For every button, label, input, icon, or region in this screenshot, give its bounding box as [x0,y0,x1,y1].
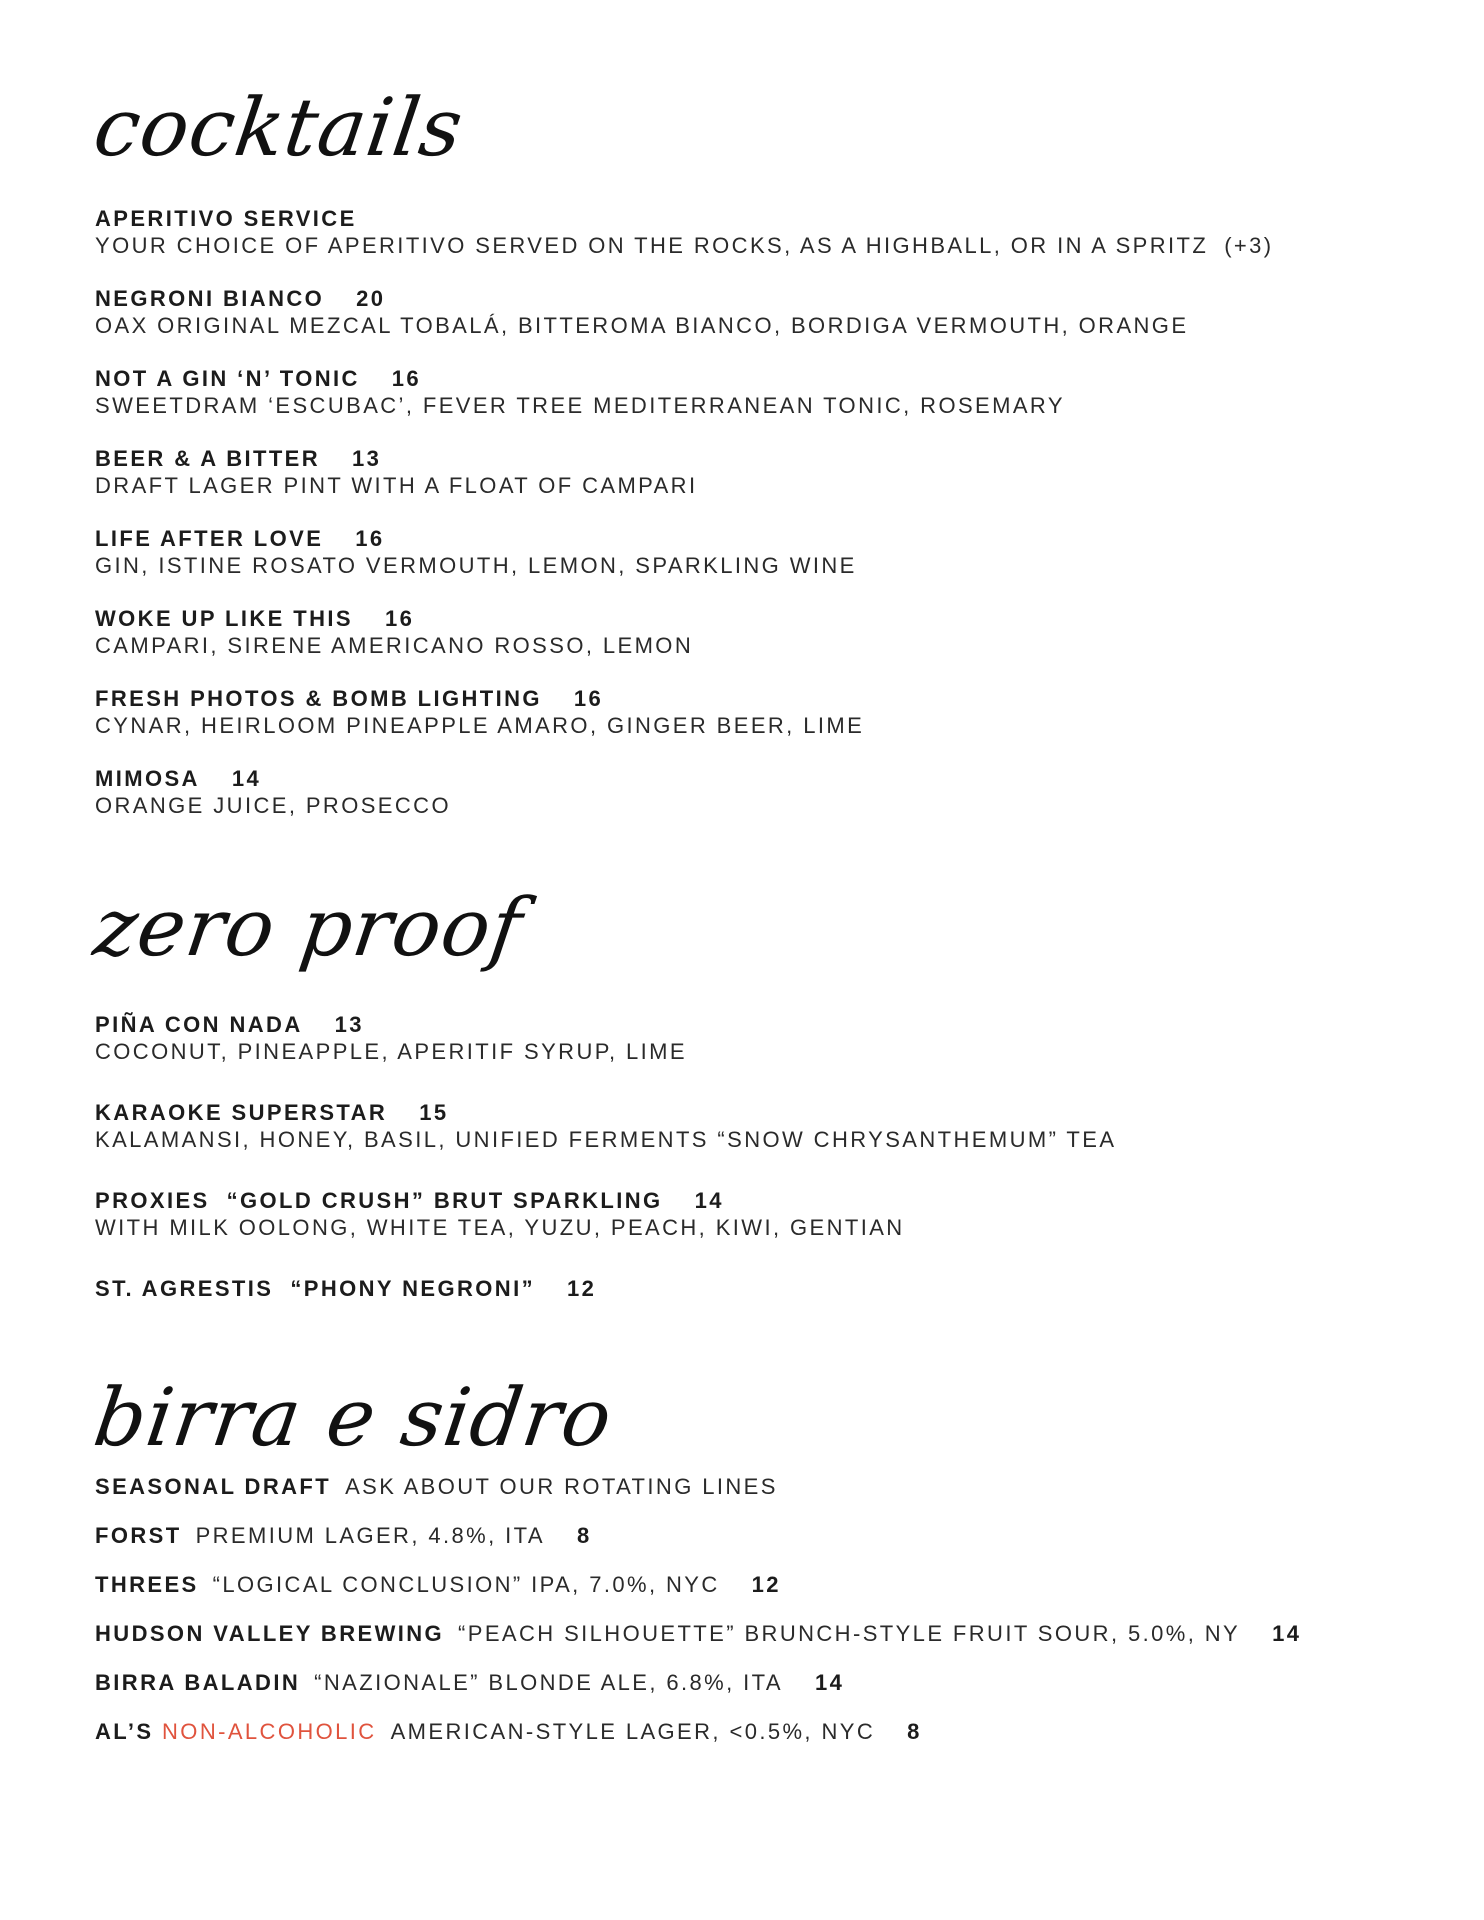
item-description: ORANGE JUICE, PROSECCO [95,793,451,818]
item-price: 16 [355,526,385,551]
cocktail-item-mimosa [95,766,451,819]
cocktail-item-life-after-love [95,526,857,579]
item-name: APERITIVO SERVICE [95,206,357,231]
item-name: SEASONAL DRAFT [95,1474,332,1499]
item-name: WOKE UP LIKE THIS 16 [95,606,415,631]
item-name: LIFE AFTER LOVE 16 [95,526,385,551]
item-name: FORST [95,1523,182,1548]
item-price: 16 [391,366,422,391]
item-description: COCONUT, PINEAPPLE, APERITIF SYRUP, LIME [95,1039,687,1064]
item-price: 16 [573,686,604,711]
item-price: 16 [384,606,415,631]
item-name: THREES [95,1572,199,1597]
item-name: FRESH PHOTOS & BOMB LIGHTING 16 [95,686,604,711]
item-addon-price: (+3) [1224,233,1274,258]
item-description: WITH MILK OOLONG, WHITE TEA, YUZU, PEACH, KIWI, GENTIAN [95,1215,905,1240]
cocktail-item-aperitivo-service [95,206,1274,259]
zero-proof-heading: zero proof [88,881,529,974]
item-name: BEER & A BITTER 13 [95,446,382,471]
beer-item-hudson-valley-brewing [95,1621,1301,1647]
item-description: PREMIUM LAGER, 4.8%, ITA [195,1523,545,1548]
item-name: AL’S [95,1719,154,1744]
item-description: CAMPARI, SIRENE AMERICANO ROSSO, LEMON [95,633,694,658]
cocktail-item-negroni-bianco [95,286,1188,339]
item-description: “LOGICAL CONCLUSION” IPA, 7.0%, NYC [212,1572,720,1597]
cocktail-item-beer-and-a-bitter [95,446,697,499]
item-price: 12 [751,1572,781,1597]
item-description: SWEETDRAM ‘ESCUBAC’, FEVER TREE MEDITERRANEAN TONIC, ROSEMARY [95,393,1065,418]
item-description: CYNAR, HEIRLOOM PINEAPPLE AMARO, GINGER BEER, LIME [95,713,865,738]
zero-proof-item-pina-con-nada [95,1012,687,1065]
item-price: 12 [567,1276,597,1301]
zero-proof-item-proxies [95,1188,905,1241]
cocktail-item-woke-up-like-this [95,606,693,659]
item-price: 14 [231,766,262,791]
zero-proof-item-karaoke-superstar [95,1100,1116,1153]
item-name: NEGRONI BIANCO 20 [95,286,386,311]
item-description: “PEACH SILHOUETTE” BRUNCH-STYLE FRUIT SOUR, 5.0%, NY [458,1621,1241,1646]
item-description: DRAFT LAGER PINT WITH A FLOAT OF CAMPARI [95,473,698,498]
item-name: KARAOKE SUPERSTAR 15 [95,1100,449,1125]
item-name: BIRRA BALADIN [95,1670,301,1695]
item-description: OAX ORIGINAL MEZCAL TOBALÁ, BITTEROMA BIANCO, BORDIGA VERMOUTH, ORANGE [95,313,1189,338]
item-price: 14 [694,1188,724,1213]
item-price: 14 [1272,1621,1302,1646]
item-description: KALAMANSI, HONEY, BASIL, UNIFIED FERMENTS “SNOW CHRYSANTHEMUM” TEA [95,1127,1117,1152]
item-description: GIN, ISTINE ROSATO VERMOUTH, LEMON, SPARKLING WINE [95,553,857,578]
item-price: 15 [419,1100,449,1125]
beer-item-seasonal-draft [95,1474,778,1500]
beer-item-forst [95,1523,592,1549]
item-price: 8 [907,1719,922,1744]
item-price: 8 [576,1523,592,1548]
cocktails-heading: cocktails [88,81,469,174]
item-price: 14 [814,1670,845,1695]
cocktail-item-not-a-gin-n-tonic [95,366,1065,419]
item-name: PROXIES “GOLD CRUSH” BRUT SPARKLING 14 [95,1188,724,1213]
item-price: 13 [352,446,382,471]
non-alcoholic-label: NON-ALCOHOLIC [162,1719,377,1744]
birra-e-sidro-heading: birra e sidro [88,1371,619,1464]
item-name: ST. AGRESTIS “PHONY NEGRONI” 12 [95,1276,597,1301]
item-price: 20 [356,286,386,311]
item-description: “NAZIONALE” BLONDE ALE, 6.8%, ITA [314,1670,783,1695]
beer-item-threes [95,1572,781,1598]
zero-proof-item-st-agrestis [95,1276,596,1302]
item-name: PIÑA CON NADA 13 [95,1012,364,1037]
item-description: ASK ABOUT OUR ROTATING LINES [345,1474,778,1499]
item-description: YOUR CHOICE OF APERITIVO SERVED ON THE ROCKS, AS A HIGHBALL, OR IN A SPRITZ (+3) [95,233,1274,258]
cocktail-item-fresh-photos [95,686,864,739]
beer-item-birra-baladin [95,1670,844,1696]
item-name: NOT A GIN ‘N’ TONIC 16 [95,366,422,391]
item-name: MIMOSA 14 [95,766,262,791]
beer-item-als-non-alcoholic [95,1719,922,1745]
item-price: 13 [334,1012,364,1037]
item-description: AMERICAN-STYLE LAGER, <0.5%, NYC [390,1719,876,1744]
item-name: HUDSON VALLEY BREWING [95,1621,445,1646]
